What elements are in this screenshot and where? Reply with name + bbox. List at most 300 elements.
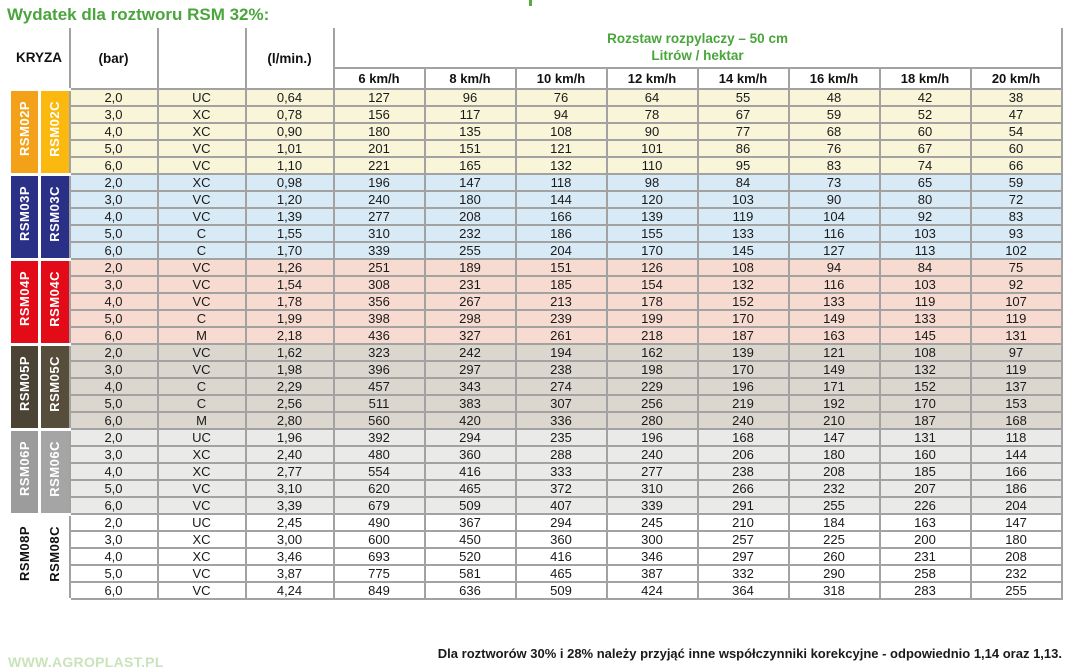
droplet-class-cell: XC [158,463,246,480]
dose-value-cell: 116 [789,276,880,293]
droplet-class-cell: XC [158,174,246,191]
dose-value-cell: 255 [971,582,1062,599]
dose-value-cell: 48 [789,89,880,106]
dose-value-cell: 261 [516,327,607,344]
dose-value-cell: 396 [334,361,425,378]
dose-value-cell: 75 [971,259,1062,276]
dose-value-cell: 119 [971,310,1062,327]
dose-value-cell: 420 [425,412,516,429]
flow-rate-cell: 1,26 [246,259,334,276]
footnote: Dla roztworów 30% i 28% należy przyjąć inne współczynniki korekcyjne - odpowiednio 1,14 oraz 1,13. [437,646,1062,661]
dose-value-cell: 266 [698,480,789,497]
dose-value-cell: 160 [880,446,971,463]
dose-value-cell: 267 [425,293,516,310]
dose-value-cell: 168 [971,412,1062,429]
nozzle-label-text: RSM06P [17,441,32,497]
dose-value-cell: 54 [971,123,1062,140]
dose-value-cell: 147 [425,174,516,191]
flow-rate-cell: 3,10 [246,480,334,497]
dose-value-cell: 86 [698,140,789,157]
dose-value-cell: 145 [880,327,971,344]
dose-value-cell: 180 [789,446,880,463]
dose-value-cell: 360 [516,531,607,548]
flow-rate-cell: 3,87 [246,565,334,582]
pressure-cell: 3,0 [70,446,158,463]
dose-value-cell: 693 [334,548,425,565]
dose-value-cell: 457 [334,378,425,395]
nozzle-label-text: RSM05C [47,356,63,412]
pressure-cell: 5,0 [70,480,158,497]
dose-value-cell: 165 [425,157,516,174]
dose-value-cell: 133 [789,293,880,310]
dose-value-cell: 119 [971,361,1062,378]
dose-value-cell: 108 [880,344,971,361]
dose-value-cell: 152 [880,378,971,395]
droplet-class-cell: VC [158,480,246,497]
dose-value-cell: 166 [516,208,607,225]
pressure-cell: 5,0 [70,225,158,242]
dose-value-cell: 213 [516,293,607,310]
droplet-class-cell: C [158,225,246,242]
dose-value-cell: 310 [334,225,425,242]
table-row [10,157,1062,174]
dose-value-cell: 283 [880,582,971,599]
dose-value-cell: 60 [971,140,1062,157]
flow-rate-cell: 3,46 [246,548,334,565]
droplet-class-cell: XC [158,123,246,140]
pressure-cell: 5,0 [70,140,158,157]
dose-value-cell: 332 [698,565,789,582]
col-header-bar: (bar) [70,28,158,89]
dose-value-cell: 121 [789,344,880,361]
dose-value-cell: 155 [607,225,698,242]
dose-value-cell: 67 [880,140,971,157]
dose-value-cell: 367 [425,514,516,531]
flow-rate-cell: 2,77 [246,463,334,480]
dose-value-cell: 131 [880,429,971,446]
dose-value-cell: 107 [971,293,1062,310]
dose-value-cell: 84 [880,259,971,276]
dose-value-cell: 196 [607,429,698,446]
dose-value-cell: 77 [698,123,789,140]
droplet-class-cell: M [158,327,246,344]
speed-header-8km/h: 8 km/h [425,68,516,89]
dose-value-cell: 520 [425,548,516,565]
dose-value-cell: 323 [334,344,425,361]
pressure-cell: 4,0 [70,123,158,140]
dose-value-cell: 104 [789,208,880,225]
droplet-class-cell: XC [158,548,246,565]
flow-rate-cell: 2,40 [246,446,334,463]
flow-rate-cell: 2,18 [246,327,334,344]
dose-value-cell: 52 [880,106,971,123]
dose-value-cell: 465 [425,480,516,497]
dose-value-cell: 231 [425,276,516,293]
table-row [10,361,1062,378]
table-row [10,429,1062,446]
watermark: WWW.AGROPLAST.PL [8,654,164,670]
stray-mark [529,0,532,6]
dose-value-cell: 288 [516,446,607,463]
dose-value-cell: 210 [789,412,880,429]
dose-value-cell: 255 [789,497,880,514]
dose-value-cell: 208 [789,463,880,480]
dose-value-cell: 231 [880,548,971,565]
flow-rate-cell: 3,39 [246,497,334,514]
flow-rate-cell: 1,98 [246,361,334,378]
dose-value-cell: 450 [425,531,516,548]
dose-value-cell: 242 [425,344,516,361]
dose-value-cell: 127 [334,89,425,106]
flow-rate-cell: 1,20 [246,191,334,208]
dose-value-cell: 229 [607,378,698,395]
dose-value-cell: 98 [607,174,698,191]
table-row [10,140,1062,157]
dose-value-cell: 76 [789,140,880,157]
dose-value-cell: 424 [607,582,698,599]
table-row [10,582,1062,599]
dose-value-cell: 60 [880,123,971,140]
flow-rate-cell: 2,56 [246,395,334,412]
dose-value-cell: 407 [516,497,607,514]
flow-rate-cell: 4,24 [246,582,334,599]
dose-value-cell: 117 [425,106,516,123]
dose-value-cell: 108 [516,123,607,140]
dose-value-cell: 336 [516,412,607,429]
dose-value-cell: 298 [425,310,516,327]
dose-value-cell: 163 [880,514,971,531]
pressure-cell: 4,0 [70,293,158,310]
table-row [10,89,1062,106]
flow-rate-cell: 2,45 [246,514,334,531]
dose-value-cell: 290 [789,565,880,582]
droplet-class-cell: VC [158,361,246,378]
dose-value-cell: 600 [334,531,425,548]
dose-value-cell: 144 [516,191,607,208]
dose-value-cell: 103 [880,276,971,293]
dose-value-cell: 208 [425,208,516,225]
dose-value-cell: 238 [516,361,607,378]
dose-value-cell: 256 [607,395,698,412]
table-row [10,106,1062,123]
dose-value-cell: 96 [425,89,516,106]
nozzle-label-rsm08p [10,514,40,599]
flow-rate-table [8,28,1063,601]
dose-value-cell: 149 [789,310,880,327]
dose-value-cell: 232 [425,225,516,242]
dose-value-cell: 206 [698,446,789,463]
speed-header-6km/h: 6 km/h [334,68,425,89]
dose-value-cell: 392 [334,429,425,446]
dose-value-cell: 133 [698,225,789,242]
col-header-spacing [334,28,1062,68]
dose-value-cell: 42 [880,89,971,106]
nozzle-label-text: RSM02C [47,101,63,157]
dose-value-cell: 509 [516,582,607,599]
pressure-cell: 6,0 [70,497,158,514]
dose-value-cell: 310 [607,480,698,497]
table-row [10,276,1062,293]
dose-value-cell: 65 [880,174,971,191]
dose-value-cell: 318 [789,582,880,599]
dose-value-cell: 119 [880,293,971,310]
pressure-cell: 6,0 [70,157,158,174]
dose-value-cell: 294 [425,429,516,446]
dose-value-cell: 186 [971,480,1062,497]
pressure-cell: 3,0 [70,361,158,378]
dose-value-cell: 55 [698,89,789,106]
dose-value-cell: 97 [971,344,1062,361]
dose-value-cell: 339 [334,242,425,259]
dose-value-cell: 196 [334,174,425,191]
dose-value-cell: 93 [971,225,1062,242]
dose-value-cell: 78 [607,106,698,123]
droplet-class-cell: VC [158,157,246,174]
droplet-class-cell: VC [158,276,246,293]
dose-value-cell: 260 [789,548,880,565]
dose-value-cell: 416 [425,463,516,480]
speed-header-12km/h: 12 km/h [607,68,698,89]
dose-value-cell: 200 [880,531,971,548]
dose-value-cell: 119 [698,208,789,225]
dose-value-cell: 560 [334,412,425,429]
pressure-cell: 6,0 [70,412,158,429]
dose-value-cell: 277 [334,208,425,225]
dose-value-cell: 162 [607,344,698,361]
droplet-class-cell: XC [158,106,246,123]
dose-value-cell: 204 [516,242,607,259]
dose-value-cell: 581 [425,565,516,582]
dose-value-cell: 94 [516,106,607,123]
dose-value-cell: 137 [971,378,1062,395]
dose-value-cell: 199 [607,310,698,327]
dose-value-cell: 245 [607,514,698,531]
pressure-cell: 2,0 [70,174,158,191]
dose-value-cell: 201 [334,140,425,157]
droplet-class-cell: C [158,242,246,259]
dose-value-cell: 416 [516,548,607,565]
flow-rate-cell: 1,10 [246,157,334,174]
dose-value-cell: 90 [607,123,698,140]
dose-value-cell: 156 [334,106,425,123]
dose-value-cell: 300 [607,531,698,548]
nozzle-label-text: RSM04C [47,271,63,327]
dose-value-cell: 775 [334,565,425,582]
nozzle-label-rsm06p [10,429,40,514]
pressure-cell: 5,0 [70,310,158,327]
table-row [10,293,1062,310]
flow-rate-cell: 0,78 [246,106,334,123]
dose-value-cell: 398 [334,310,425,327]
dose-value-cell: 185 [880,463,971,480]
dose-value-cell: 511 [334,395,425,412]
dose-value-cell: 72 [971,191,1062,208]
droplet-class-cell: C [158,395,246,412]
pressure-cell: 6,0 [70,242,158,259]
dose-value-cell: 73 [789,174,880,191]
pressure-cell: 3,0 [70,531,158,548]
dose-value-cell: 196 [698,378,789,395]
dose-value-cell: 147 [971,514,1062,531]
droplet-class-cell: VC [158,208,246,225]
dose-value-cell: 238 [698,463,789,480]
pressure-cell: 4,0 [70,463,158,480]
speed-header-20km/h: 20 km/h [971,68,1062,89]
dose-value-cell: 294 [516,514,607,531]
dose-value-cell: 131 [971,327,1062,344]
flow-rate-cell: 1,62 [246,344,334,361]
dose-value-cell: 240 [698,412,789,429]
droplet-class-cell: UC [158,89,246,106]
dose-value-cell: 636 [425,582,516,599]
table-row [10,497,1062,514]
flow-rate-cell: 1,96 [246,429,334,446]
dose-value-cell: 83 [971,208,1062,225]
dose-value-cell: 327 [425,327,516,344]
dose-value-cell: 194 [516,344,607,361]
droplet-class-cell: UC [158,514,246,531]
nozzle-label-text: RSM05P [17,356,32,412]
dose-value-cell: 307 [516,395,607,412]
table-row [10,395,1062,412]
dose-value-cell: 154 [607,276,698,293]
droplet-class-cell: VC [158,191,246,208]
dose-value-cell: 436 [334,327,425,344]
dose-value-cell: 120 [607,191,698,208]
dose-value-cell: 139 [607,208,698,225]
header-row-top [10,28,1062,68]
droplet-class-cell: XC [158,446,246,463]
table-row [10,327,1062,344]
dose-value-cell: 360 [425,446,516,463]
dose-value-cell: 153 [971,395,1062,412]
pressure-cell: 5,0 [70,565,158,582]
dose-value-cell: 257 [698,531,789,548]
dose-value-cell: 343 [425,378,516,395]
dose-value-cell: 297 [425,361,516,378]
droplet-class-cell: VC [158,259,246,276]
dose-value-cell: 121 [516,140,607,157]
dose-value-cell: 274 [516,378,607,395]
dose-value-cell: 145 [698,242,789,259]
dose-value-cell: 180 [334,123,425,140]
dose-value-cell: 152 [698,293,789,310]
dose-value-cell: 333 [516,463,607,480]
pressure-cell: 2,0 [70,514,158,531]
page-title: Wydatek dla roztworu RSM 32%: [7,5,270,24]
dose-value-cell: 184 [789,514,880,531]
table-header [10,28,1062,89]
dose-value-cell: 171 [789,378,880,395]
dose-value-cell: 95 [698,157,789,174]
pressure-cell: 2,0 [70,259,158,276]
flow-rate-cell: 0,64 [246,89,334,106]
col-header-droplet-class [158,28,246,89]
table-row [10,310,1062,327]
table-row [10,480,1062,497]
dose-value-cell: 144 [971,446,1062,463]
droplet-class-cell: VC [158,497,246,514]
dose-value-cell: 103 [880,225,971,242]
table-row [10,259,1062,276]
table-row [10,446,1062,463]
table-row [10,565,1062,582]
dose-value-cell: 102 [971,242,1062,259]
dose-value-cell: 308 [334,276,425,293]
table-row [10,531,1062,548]
dose-value-cell: 80 [880,191,971,208]
dose-value-cell: 103 [698,191,789,208]
table-row [10,225,1062,242]
nozzle-label-rsm04p [10,259,40,344]
dose-value-cell: 280 [607,412,698,429]
dose-value-cell: 383 [425,395,516,412]
dose-value-cell: 465 [516,565,607,582]
droplet-class-cell: VC [158,140,246,157]
dose-value-cell: 218 [607,327,698,344]
pressure-cell: 2,0 [70,89,158,106]
droplet-class-cell: VC [158,582,246,599]
flow-rate-cell: 2,29 [246,378,334,395]
flow-rate-cell: 0,98 [246,174,334,191]
dose-value-cell: 192 [789,395,880,412]
nozzle-label-rsm05p [10,344,40,429]
dose-value-cell: 189 [425,259,516,276]
dose-value-cell: 59 [789,106,880,123]
flow-rate-cell: 1,54 [246,276,334,293]
flow-rate-cell: 1,70 [246,242,334,259]
flow-rate-cell: 0,90 [246,123,334,140]
nozzle-label-rsm03p [10,174,40,259]
dose-value-cell: 126 [607,259,698,276]
dose-value-cell: 118 [971,429,1062,446]
nozzle-label-rsm02p [10,89,40,174]
dose-value-cell: 258 [880,565,971,582]
dose-value-cell: 185 [516,276,607,293]
dose-value-cell: 116 [789,225,880,242]
dose-value-cell: 83 [789,157,880,174]
speed-header-16km/h: 16 km/h [789,68,880,89]
dose-value-cell: 372 [516,480,607,497]
dose-value-cell: 187 [698,327,789,344]
dose-value-cell: 225 [789,531,880,548]
dose-value-cell: 67 [698,106,789,123]
table-row [10,191,1062,208]
dose-value-cell: 92 [880,208,971,225]
dose-value-cell: 849 [334,582,425,599]
table-row [10,412,1062,429]
pressure-cell: 3,0 [70,106,158,123]
dose-value-cell: 139 [698,344,789,361]
dose-value-cell: 339 [607,497,698,514]
dose-value-cell: 64 [607,89,698,106]
spacing-line-1: Rozstaw rozpylaczy – 50 cm [607,30,788,46]
table-body [10,89,1062,599]
pressure-cell: 2,0 [70,429,158,446]
table-row [10,378,1062,395]
dose-value-cell: 232 [789,480,880,497]
nozzle-label-text: RSM03C [47,186,63,242]
dose-value-cell: 239 [516,310,607,327]
droplet-class-cell: UC [158,429,246,446]
dose-value-cell: 509 [425,497,516,514]
dose-value-cell: 90 [789,191,880,208]
droplet-class-cell: VC [158,293,246,310]
dose-value-cell: 66 [971,157,1062,174]
dose-value-cell: 108 [698,259,789,276]
table-row [10,123,1062,140]
dose-value-cell: 151 [516,259,607,276]
